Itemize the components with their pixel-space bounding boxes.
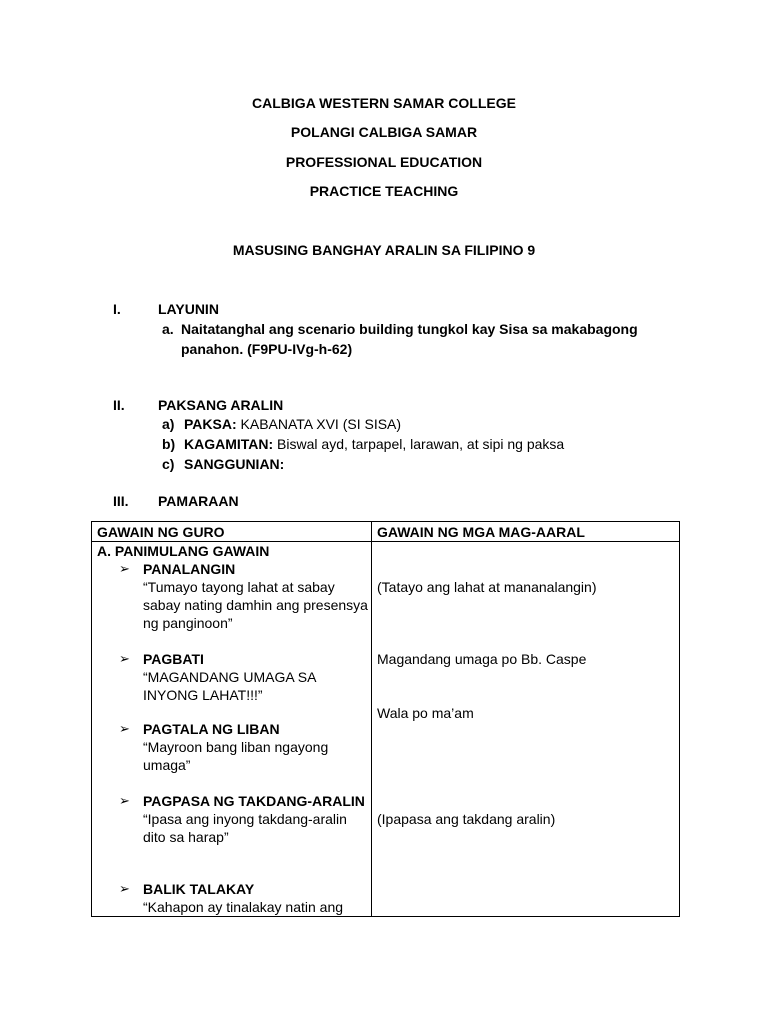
- procedure-table: [91, 521, 680, 917]
- topic-label: PAKSA:: [184, 416, 237, 432]
- section-2-title: PAKSANG ARALIN: [158, 397, 284, 413]
- activity-quote: “Kahapon ay tinalakay natin ang: [143, 899, 344, 915]
- section-label: A. PANIMULANG GAWAIN: [97, 543, 270, 559]
- teacher-column-header: GAWAIN NG GURO: [97, 524, 225, 540]
- school-name: CALBIGA WESTERN SAMAR COLLEGE: [252, 95, 516, 111]
- section-1-numeral: I.: [113, 301, 121, 317]
- section-1-title: LAYUNIN: [158, 301, 219, 317]
- student-response-greeting: Magandang umaga po Bb. Caspe: [377, 651, 587, 667]
- document-title: MASUSING BANGHAY ARALIN SA FILIPINO 9: [232, 242, 536, 258]
- arrow-bullet-icon: ➢: [119, 881, 130, 896]
- topic-item: [162, 414, 682, 434]
- objective-marker: a.: [162, 321, 174, 337]
- arrow-bullet-icon: ➢: [119, 793, 130, 808]
- arrow-bullet-icon: ➢: [119, 651, 130, 666]
- student-response-homework: (Ipapasa ang takdang aralin): [377, 811, 556, 827]
- objective-text-line1: Naitatanghal ang scenario building tungkol kay Sisa sa makabagong: [181, 321, 638, 337]
- activity-title: PAGBATI: [143, 651, 204, 667]
- materials-marker: b): [162, 436, 176, 452]
- materials-label: KAGAMITAN:: [184, 436, 274, 452]
- arrow-bullet-icon: ➢: [119, 561, 130, 576]
- teacher-activity-homework: [143, 792, 368, 846]
- teacher-activity-review: [143, 880, 368, 916]
- section-3-title: PAMARAAN: [158, 493, 239, 509]
- student-column-header: GAWAIN NG MGA MAG-AARAL: [377, 524, 585, 540]
- activity-title: PANALANGIN: [143, 561, 236, 577]
- activity-title: PAGTALA NG LIBAN: [143, 721, 280, 737]
- references-label: SANGGUNIAN:: [184, 456, 285, 472]
- materials-value: Biswal ayd, tarpapel, larawan, at sipi ng paksa: [273, 436, 565, 452]
- materials-item: [162, 434, 682, 454]
- topic-value: KABANATA XVI (SI SISA): [236, 416, 402, 432]
- teacher-activity-prayer: [143, 560, 368, 632]
- activity-title: PAGPASA NG TAKDANG-ARALIN: [143, 793, 365, 809]
- activity-quote: “Tumayo tayong lahat at sabay sabay nating damhin ang presensya ng panginoon”: [143, 579, 368, 631]
- activity-quote: “Ipasa ang inyong takdang-aralin dito sa harap”: [143, 811, 347, 845]
- teacher-activity-attendance: [143, 720, 368, 774]
- arrow-bullet-icon: ➢: [119, 721, 130, 736]
- course: PRACTICE TEACHING: [309, 183, 459, 199]
- activity-title: BALIK TALAKAY: [143, 881, 255, 897]
- section-2-numeral: II.: [113, 397, 125, 413]
- activity-quote: “Mayroon bang liban ngayong umaga”: [143, 739, 329, 773]
- objective-item: [162, 319, 682, 339]
- column-divider: [371, 522, 372, 916]
- references-marker: c): [162, 456, 175, 472]
- references-item: [162, 454, 682, 474]
- topic-marker: a): [162, 416, 175, 432]
- student-response-prayer: (Tatayo ang lahat at mananalangin): [377, 579, 597, 595]
- teacher-activity-greeting: [143, 650, 368, 704]
- school-address: POLANGI CALBIGA SAMAR: [290, 124, 478, 140]
- objective-text-line2: panahon. (F9PU-IVg-h-62): [181, 341, 353, 357]
- student-response-attendance: Wala po ma’am: [377, 705, 474, 721]
- section-3-numeral: III.: [113, 493, 129, 509]
- activity-quote: “MAGANDANG UMAGA SA INYONG LAHAT!!!”: [143, 669, 316, 703]
- department: PROFESSIONAL EDUCATION: [285, 154, 483, 170]
